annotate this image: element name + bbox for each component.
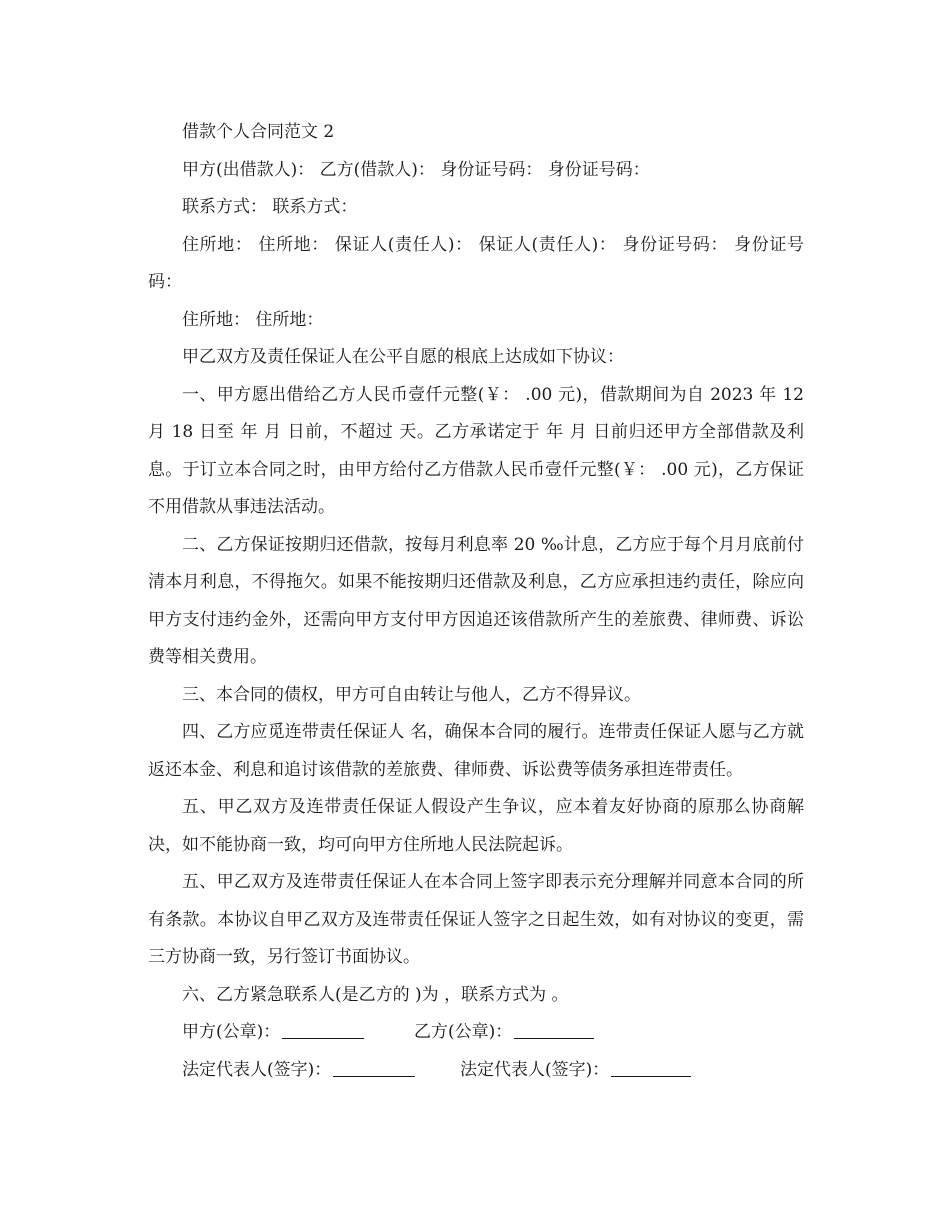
rep-a-blank — [333, 1058, 415, 1077]
parties-line: 甲方(出借款人)： 乙方(借款人)： 身份证号码： 身份证号码： — [182, 159, 650, 180]
clause-1: 一、甲方愿出借给乙方人民币壹仟元整(￥： .00 元)，借款期间为自 2023 年 12 月 18 日至 年 月 日前，不超过 天。乙方承诺定于 年 月 日前归还甲方全部借款及利息。于订立本合同之时，由甲方给付乙方借款人民币壹仟元整(￥： .00 元)，乙方保证不用借款从事违法活动。 — [148, 384, 804, 517]
clause-5b: 五、甲乙双方及连带责任保证人在本合同上签字即表示充分理解并同意本合同的所有条款。本协议自甲乙双方及连带责任保证人签字之日起生效，如有对协议的变更，需三方协商一致，另行签订书面协议。 — [148, 872, 804, 967]
seal-row — [148, 1014, 804, 1052]
document-title: 借款个人合同范文 2 — [182, 122, 335, 142]
representative-row — [148, 1052, 804, 1090]
party-b-seal-blank — [514, 1020, 594, 1039]
address-guarantor-line: 住所地： 住所地： 保证人(责任人)： 保证人(责任人)： 身份证号码： 身份证号码： — [148, 234, 804, 292]
clause-3: 三、本合同的债权，甲方可自由转让与他人，乙方不得异议。 — [182, 684, 641, 705]
clause-5a: 五、甲乙双方及连带责任保证人假设产生争议，应本着友好协商的原那么协商解决，如不能协商一致，均可向甲方住所地人民法院起诉。 — [148, 797, 804, 855]
party-b-seal — [414, 1014, 594, 1052]
party-a-seal — [182, 1014, 414, 1052]
rep-a-label: 法定代表人(签字)： — [182, 1059, 332, 1080]
agreement-intro: 甲乙双方及责任保证人在公平自愿的根底上达成如下协议： — [182, 347, 624, 367]
rep-b-label: 法定代表人(签字)： — [460, 1059, 610, 1080]
party-b-seal-label: 乙方(公章)： — [414, 1022, 513, 1042]
rep-a — [182, 1052, 460, 1090]
clause-6: 六、乙方紧急联系人(是乙方的 )为 ，联系方式为 。 — [182, 984, 569, 1005]
rep-b-blank — [611, 1058, 691, 1077]
party-a-seal-label: 甲方(公章)： — [182, 1022, 281, 1042]
contact-line: 联系方式： 联系方式： — [182, 197, 358, 217]
clause-4: 四、乙方应觅连带责任保证人 名，确保本合同的履行。连带责任保证人愿与乙方就返还本金、利息和追讨该借款的差旅费、律师费、诉讼费等债务承担连带责任。 — [148, 722, 804, 780]
document-body — [148, 114, 804, 1089]
clause-2: 二、乙方保证按期归还借款，按每月利息率 20 ‰计息，乙方应于每个月月底前付清本月利息，不得拖欠。如果不能按期归还借款及利息，乙方应承担违约责任，除应向甲方支付违约金外，还需向甲方支付甲方因追还该借款所产生的差旅费、律师费、诉讼费等相关费用。 — [148, 534, 804, 667]
guarantor-address-line: 住所地： 住所地： — [182, 309, 324, 330]
party-a-seal-blank — [282, 1020, 364, 1039]
rep-b — [460, 1052, 691, 1090]
